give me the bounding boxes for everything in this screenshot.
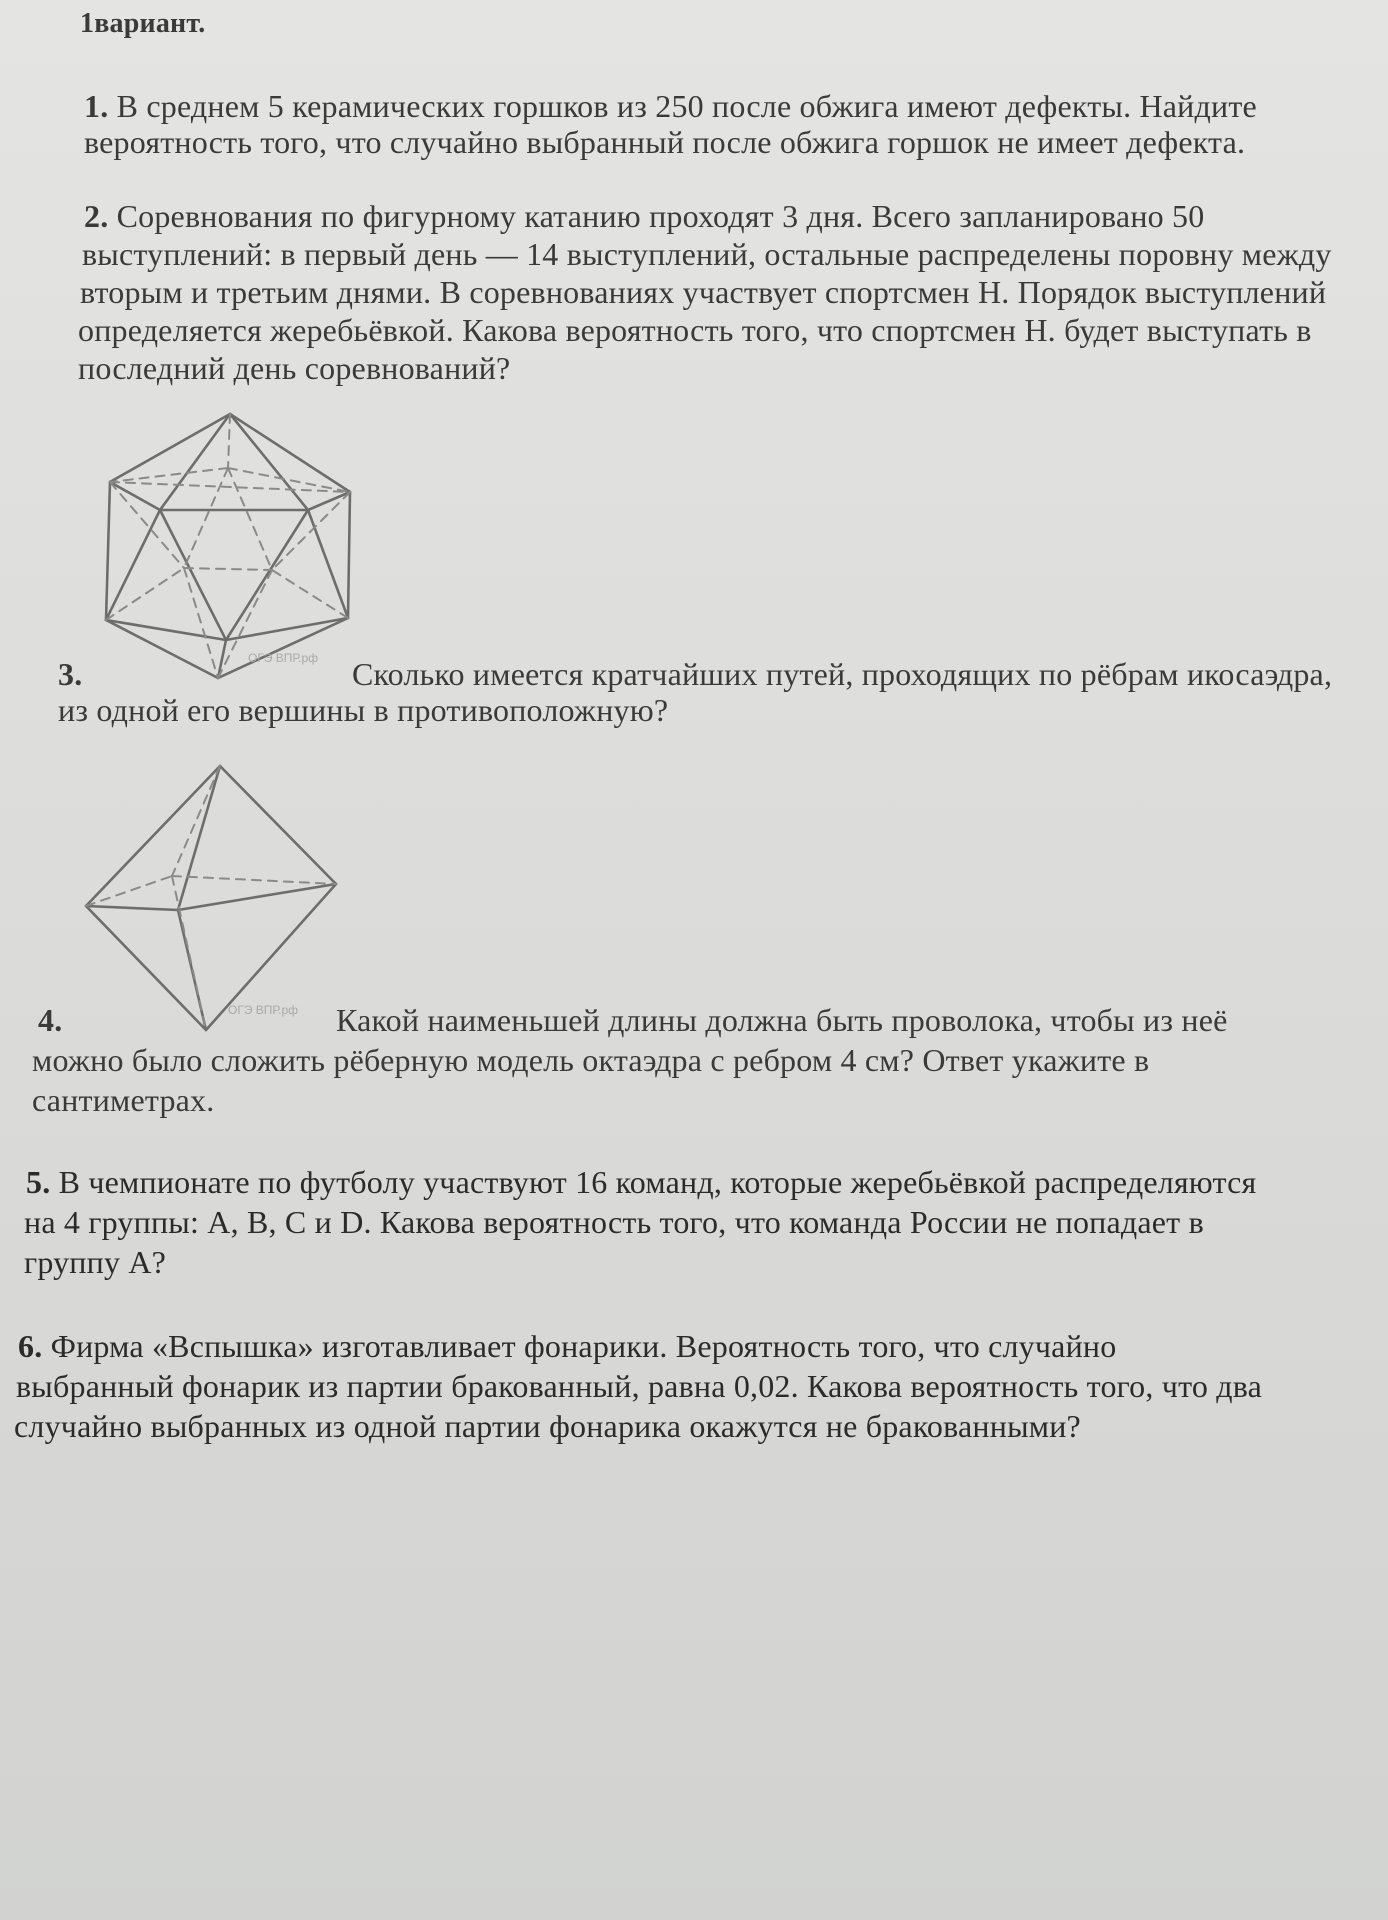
problem-6-number: 6. — [18, 1328, 43, 1364]
octahedron-figure — [78, 758, 368, 1038]
problem-3-line-1: Сколько имеется кратчайших путей, проходящих по рёбрам икосаэдра, — [352, 656, 1333, 692]
problem-6-line-1: 6. Фирма «Вспышка» изготавливает фонарики. Вероятность того, что случайно — [18, 1328, 1117, 1364]
problem-4-line-2: можно было сложить рёберную модель октаэдра с ребром 4 см? Ответ укажите в — [32, 1042, 1150, 1078]
problem-3-line-2: из одной его вершины в противоположную? — [58, 692, 669, 728]
problem-2-line-4: определяется жеребьёвкой. Какова вероятность того, что спортсмен Н. будет выступать в — [78, 312, 1312, 348]
icosahedron-figure — [96, 408, 366, 690]
problem-2-line-2: выступлений: в первый день — 14 выступлений, остальные распределены поровну между — [82, 236, 1332, 272]
problem-3-number: 3. — [58, 656, 83, 692]
problem-4-line-3: сантиметрах. — [32, 1082, 215, 1118]
problem-1-number: 1. — [84, 88, 109, 124]
problem-6-line-3: случайно выбранных из одной партии фонарика окажутся не бракованными? — [14, 1408, 1081, 1444]
problem-4-number-line — [38, 1002, 62, 1038]
problem-5-number: 5. — [26, 1164, 51, 1200]
problem-6-line-2: выбранный фонарик из партии бракованный, равна 0,02. Какова вероятность того, что два — [16, 1368, 1262, 1404]
variant-heading: 1вариант. — [80, 8, 206, 39]
problem-1-line-1: 1. В среднем 5 керамических горшков из 250 после обжига имеют дефекты. Найдите — [84, 88, 1257, 124]
problem-3-number-line — [58, 656, 82, 692]
problem-5-line-1: 5. В чемпионате по футболу участвуют 16 команд, которые жеребьёвкой распределяются — [26, 1164, 1257, 1200]
figure-watermark: ОГЭ ВПР.рф — [228, 1003, 299, 1017]
figure-watermark: ОГЭ ВПР.рф — [248, 651, 319, 665]
problem-2-line-1: 2. Соревнования по фигурному катанию проходят 3 дня. Всего запланировано 50 — [84, 198, 1205, 234]
problem-2-line-5: последний день соревнований? — [78, 350, 511, 386]
problem-5-line-2: на 4 группы: A, B, C и D. Какова вероятность того, что команда России не попадает в — [24, 1204, 1204, 1240]
problem-1-line-2: вероятность того, что случайно выбранный после обжига горшок не имеет дефекта. — [84, 124, 1246, 160]
problem-2-number: 2. — [84, 198, 109, 234]
problem-2-line-3: вторым и третьим днями. В соревнованиях участвует спортсмен Н. Порядок выступлений — [80, 274, 1327, 310]
problem-4-number: 4. — [38, 1002, 63, 1038]
problem-5-line-3: группу A? — [24, 1244, 167, 1280]
problem-4-line-1: Какой наименьшей длины должна быть проволока, чтобы из неё — [336, 1002, 1228, 1038]
